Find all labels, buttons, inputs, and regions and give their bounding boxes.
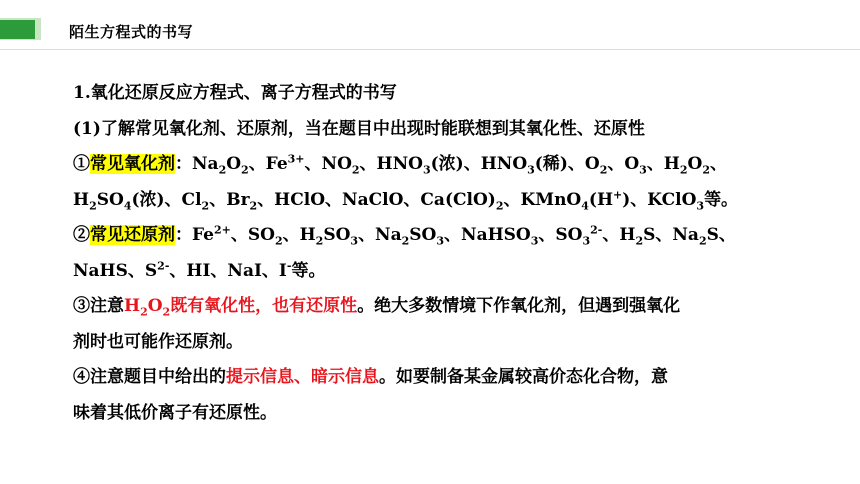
oxidants-formulas-1: $Na_2O_2$、$Fe^{3+}$、$NO_2$、$HNO_3$(浓)、$HNO_3$(稀)、$O_2$、$O_3$、$H_2O_2$、	[192, 152, 727, 177]
note4-prefix: ④注意题目中给出的	[73, 367, 226, 387]
reductants-line-1	[73, 218, 793, 254]
note3-rest: 。绝大多数情境下作氧化剂，但遇到强氧化	[357, 296, 681, 316]
note4-line-2: 味着其低价离子有还原性。	[73, 402, 277, 423]
note3-line-1	[73, 289, 793, 325]
slide-body	[73, 76, 793, 431]
note3-prefix: ③注意	[73, 296, 124, 316]
reductants-formulas-1: $Fe^{2+}$、$SO_2$、$H_2SO_3$、$Na_2SO_3$、NaHSO$_3$、$SO_3^{2-}$、$H_2S$、$Na_2S$、	[192, 223, 736, 248]
note4-highlight: 提示信息、暗示信息	[226, 367, 379, 387]
sub-heading: (1)了解常见氧化剂、还原剂，当在题目中出现时能联想到其氧化性、还原性	[73, 118, 645, 139]
note4-rest: 。如要制备某金属较高价态化合物，意	[379, 367, 668, 387]
oxidants-colon: ：	[175, 154, 192, 174]
oxidants-marker: ①	[73, 154, 90, 174]
slide-title: 陌生方程式的书写	[69, 23, 194, 41]
note3-highlight: $H_2O_2$既有氧化性，也有还原性	[124, 296, 358, 319]
header-divider	[0, 49, 860, 50]
oxidants-line-1	[73, 147, 793, 183]
header-accent-bar	[0, 20, 35, 39]
section-heading: 1.氧化还原反应方程式、离子方程式的书写	[73, 83, 397, 103]
oxidants-label: 常见氧化剂	[90, 154, 175, 174]
oxidants-line-2: $H_2SO_4$(浓)、$Cl_2$、$Br_2$、HClO、NaClO、$Ca(ClO)_2$、KMnO$_4$(H+)、KClO$_3$等。	[73, 187, 739, 212]
reductants-marker: ②	[73, 225, 90, 245]
reductants-colon: ：	[175, 225, 192, 245]
note3-line-2: 剂时也可能作还原剂。	[73, 331, 243, 352]
note4-line-1	[73, 360, 793, 396]
reductants-label: 常见还原剂	[90, 225, 175, 245]
reductants-line-2: NaHS、$S^{2-}$、HI、NaI、I-等。	[73, 258, 326, 281]
